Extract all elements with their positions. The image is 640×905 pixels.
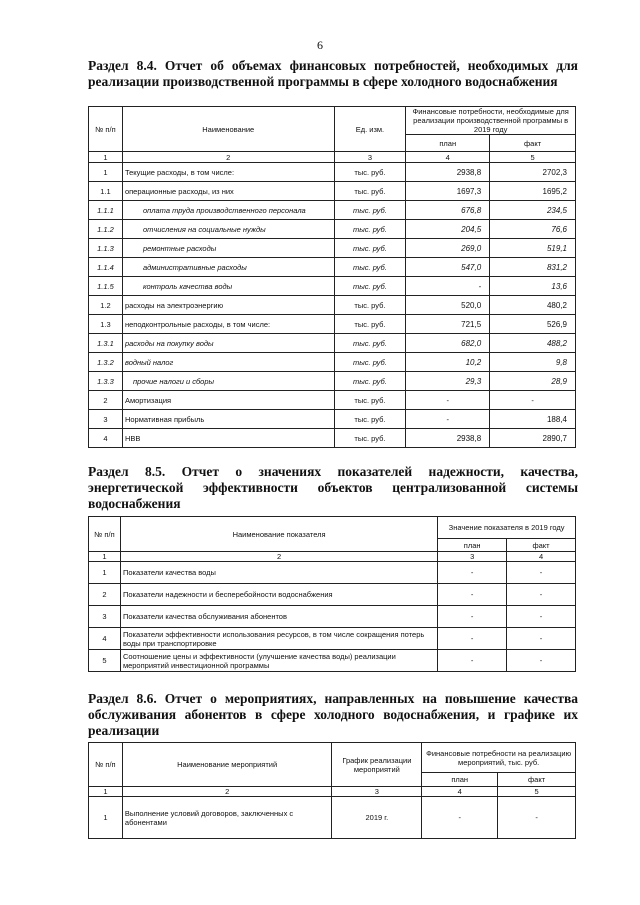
header-num: № п/п — [89, 743, 123, 787]
table-row: 1 Текущие расходы, в том числе: тыс. руб. 2938,8 2702,3 — [89, 163, 576, 182]
page-number: 6 — [317, 38, 323, 52]
header-name: Наименование показателя — [120, 517, 437, 552]
table-row: 3 Нормативная прибыль тыс. руб. - 188,4 — [89, 410, 576, 429]
table-row: 1 Выполнение условий договоров, заключенных с абонентами 2019 г. - - — [89, 797, 576, 839]
section-8-6-title: Раздел 8.6. Отчет о мероприятиях, направленных на повышение качества обслуживания абонентов в сфере холодного водоснабжения, и графике их реализации — [88, 691, 578, 738]
header-plan: план — [422, 773, 498, 787]
header-name: Наименование — [122, 107, 334, 152]
colnum: 2 — [122, 787, 332, 797]
header-fact: факт — [490, 135, 576, 152]
header-fin: Финансовые потребности, необходимые для реализации производственной программы в 2019 году — [406, 107, 576, 135]
header-unit: Ед. изм. — [334, 107, 406, 152]
header-plan: план — [438, 539, 507, 552]
colnum: 3 — [438, 552, 507, 562]
table-row: 4 Показатели эффективности использования ресурсов, в том числе сокращения потерь воды при транспортировке - - — [89, 628, 576, 650]
table-row: 1.1.3 ремонтные расходы тыс. руб. 269,0 519,1 — [89, 239, 576, 258]
header-plan: план — [406, 135, 490, 152]
measures-table — [88, 742, 576, 839]
table-row: 1.1.5 контроль качества воды тыс. руб. - 13,6 — [89, 277, 576, 296]
colnum: 5 — [490, 152, 576, 163]
header-num: № п/п — [89, 107, 123, 152]
colnum: 4 — [422, 787, 498, 797]
section-8-5-title: Раздел 8.5. Отчет о значениях показателей надежности, качества, энергетической эффективности объектов централизованной системы водоснабжения — [88, 464, 578, 511]
financial-needs-table — [88, 106, 576, 448]
colnum: 2 — [120, 552, 437, 562]
section-8-4-title: Раздел 8.4. Отчет об объемах финансовых потребностей, необходимых для реализации производственной программы в сфере холодного водоснабжения — [88, 58, 578, 89]
header-fact: факт — [498, 773, 576, 787]
table-row: 1.3.3 прочие налоги и сборы тыс. руб. 29,3 28,9 — [89, 372, 576, 391]
table-row: 1.1 операционные расходы, из них тыс. руб. 1697,3 1695,2 — [89, 182, 576, 201]
table-row: 1.3 неподконтрольные расходы, в том числе: тыс. руб. 721,5 526,9 — [89, 315, 576, 334]
table-row: 3 Показатели качества обслуживания абонентов - - — [89, 606, 576, 628]
colnum: 4 — [507, 552, 576, 562]
colnum: 5 — [498, 787, 576, 797]
table-row: 2 Амортизация тыс. руб. - - — [89, 391, 576, 410]
indicators-table — [88, 516, 576, 672]
table-row: 1.1.4 административные расходы тыс. руб. 547,0 831,2 — [89, 258, 576, 277]
table-row: 4 НВВ тыс. руб. 2938,8 2890,7 — [89, 429, 576, 448]
header-fact: факт — [507, 539, 576, 552]
table-row: 5 Соотношение цены и эффективности (улучшение качества воды) реализации мероприятий инвестиционной программы - - — [89, 650, 576, 672]
header-num: № п/п — [89, 517, 121, 552]
table-row: 1.1.1 оплата труда производственного персонала тыс. руб. 676,8 234,5 — [89, 201, 576, 220]
colnum: 3 — [332, 787, 422, 797]
colnum: 1 — [89, 787, 123, 797]
header-val: Значение показателя в 2019 году — [438, 517, 576, 539]
header-schedule: График реализации мероприятий — [332, 743, 422, 787]
table-row: 1.3.1 расходы на покупку воды тыс. руб. 682,0 488,2 — [89, 334, 576, 353]
table-row: 2 Показатели надежности и бесперебойности водоснабжения - - — [89, 584, 576, 606]
table-row: 1 Показатели качества воды - - — [89, 562, 576, 584]
colnum: 4 — [406, 152, 490, 163]
header-name: Наименование мероприятий — [122, 743, 332, 787]
header-fin: Финансовые потребности на реализацию мероприятий, тыс. руб. — [422, 743, 576, 773]
colnum: 1 — [89, 152, 123, 163]
table-row: 1.3.2 водный налог тыс. руб. 10,2 9,8 — [89, 353, 576, 372]
colnum: 1 — [89, 552, 121, 562]
colnum: 2 — [122, 152, 334, 163]
table-row: 1.1.2 отчисления на социальные нужды тыс. руб. 204,5 76,6 — [89, 220, 576, 239]
colnum: 3 — [334, 152, 406, 163]
table-row: 1.2 расходы на электроэнергию тыс. руб. 520,0 480,2 — [89, 296, 576, 315]
